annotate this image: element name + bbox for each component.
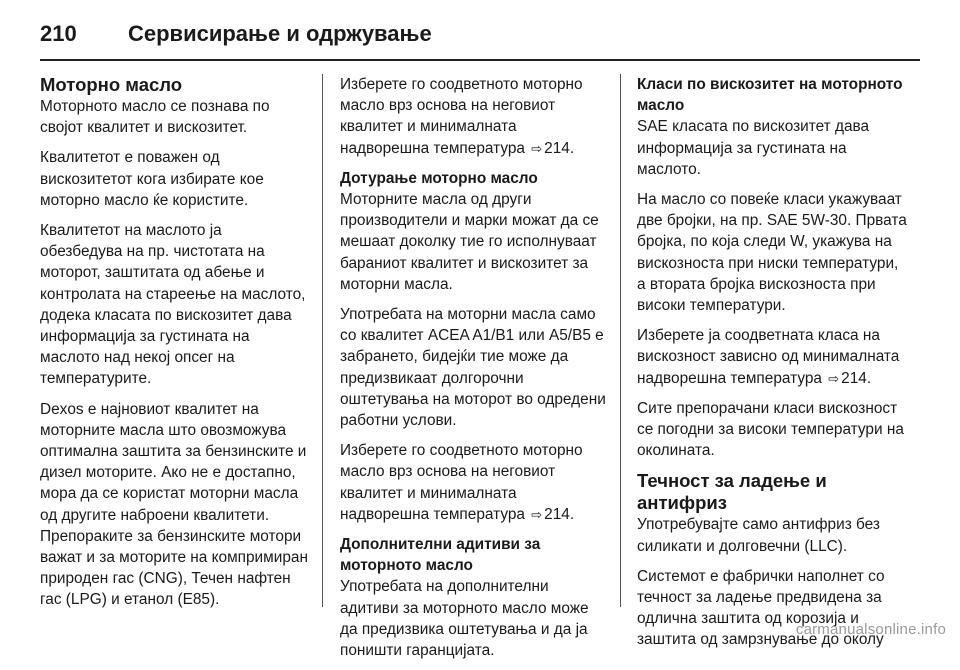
subheading-topping-up-oil: Дотурање моторно масло xyxy=(340,169,538,187)
section-heading-engine-oil: Моторно масло xyxy=(40,74,183,95)
column-3 xyxy=(637,74,907,660)
column-1 xyxy=(40,74,308,620)
paragraph-text: Изберете го соодветното моторно масло врз основа на неговиот квалитет и минималната надворешна температура xyxy=(340,442,583,523)
header-rule xyxy=(40,59,920,61)
subheading-oil-additives: Дополнителни адитиви за моторното масло xyxy=(340,536,541,575)
watermark: carmanualsonline.info xyxy=(795,621,946,638)
paragraph: Употребувајте само антифриз без силикати и долговечни (LLC). xyxy=(637,516,880,555)
paragraph xyxy=(340,440,606,525)
column-2 xyxy=(340,74,606,670)
page-reference-arrow-icon: ⇨ xyxy=(531,506,543,522)
running-title: Сервисирање и одржување xyxy=(128,21,432,46)
page-reference[interactable]: 214. xyxy=(841,369,872,387)
page-reference[interactable]: 214. xyxy=(544,505,575,523)
paragraph: Употребата на дополнителни адитиви за моторното масло може да предизвика оштетувања и да ја поништи гаранцијата. xyxy=(340,578,589,660)
paragraph: Системот е фабрички наполнет со течност за ладење предвидена за одлична заштита од корозија и заштита од замрзнување до околу xyxy=(637,567,885,649)
paragraph xyxy=(340,74,606,159)
page-reference[interactable]: 214. xyxy=(544,139,575,157)
subheading-viscosity-classes: Класи по вискозитет на моторното масло xyxy=(637,76,903,115)
paragraph: Моторното масло се познава по својот квалитет и вискозитет. xyxy=(40,98,270,137)
paragraph: Квалитетот е поважен од вискозитетот кога избирате кое моторно масло ќе користите. xyxy=(40,149,264,209)
paragraph: Моторните масла од други производители и марки можат да се мешаат доколку тие го исполнуваат бараниот квалитет и вискозитет за моторни масла. xyxy=(340,191,599,293)
paragraph: На масло со повеќе класи укажуваат две бројки, на пр. SAE 5W-30. Првата бројка, по која следи W, укажува на вискозноста при ниски температури, а втората бројка вискозноста при високи температури. xyxy=(637,191,907,315)
section-heading-coolant: Течност за ладење и антифриз xyxy=(637,470,827,514)
paragraph-text: Изберете ја соодветната класа на вискозност зависно од минималната надворешна температура xyxy=(637,327,900,387)
paragraph: Употребата на моторни масла само со квалитет ACEA A1/B1 или A5/B5 е забрането, бидејќи тие може да предизвикаат долгорочни оштетувања на моторот во одредени работни услови. xyxy=(340,306,606,430)
page-header xyxy=(40,14,920,54)
page-number: 210 xyxy=(40,21,77,46)
paragraph: Сите препорачани класи вискозност се погодни за високи температури на околината. xyxy=(637,399,904,460)
paragraph xyxy=(637,325,907,389)
page-reference-arrow-icon: ⇨ xyxy=(531,140,543,156)
paragraph: Квалитетот на маслото ја обезбедува на пр. чистотата на моторот, заштитата од абење и контролата на стареење на маслото, додека класата по вискозитет дава информација за густината на маслото над некој опсег на температурите. xyxy=(40,222,306,388)
page-reference-arrow-icon: ⇨ xyxy=(828,370,840,386)
paragraph-text: Изберете го соодветното моторно масло врз основа на неговиот квалитет и минималната надворешна температура xyxy=(340,76,583,157)
column-divider xyxy=(322,74,323,607)
column-divider xyxy=(620,74,621,607)
paragraph: Dexos е најновиот квалитет на моторните масла што овозможува оптимална заштита за бензинските и дизел моторите. Ако не е достапно, мора да се користат моторни масла од другите наброени квалитети. Препораките за бензинските мотори важат и за моторите на компримиран природен гас (CNG), Течен нафтен гас (LPG) и етанол (E85). xyxy=(40,400,308,609)
paragraph: SAE класата по вискозитет дава информација за густината на маслото. xyxy=(637,118,870,178)
